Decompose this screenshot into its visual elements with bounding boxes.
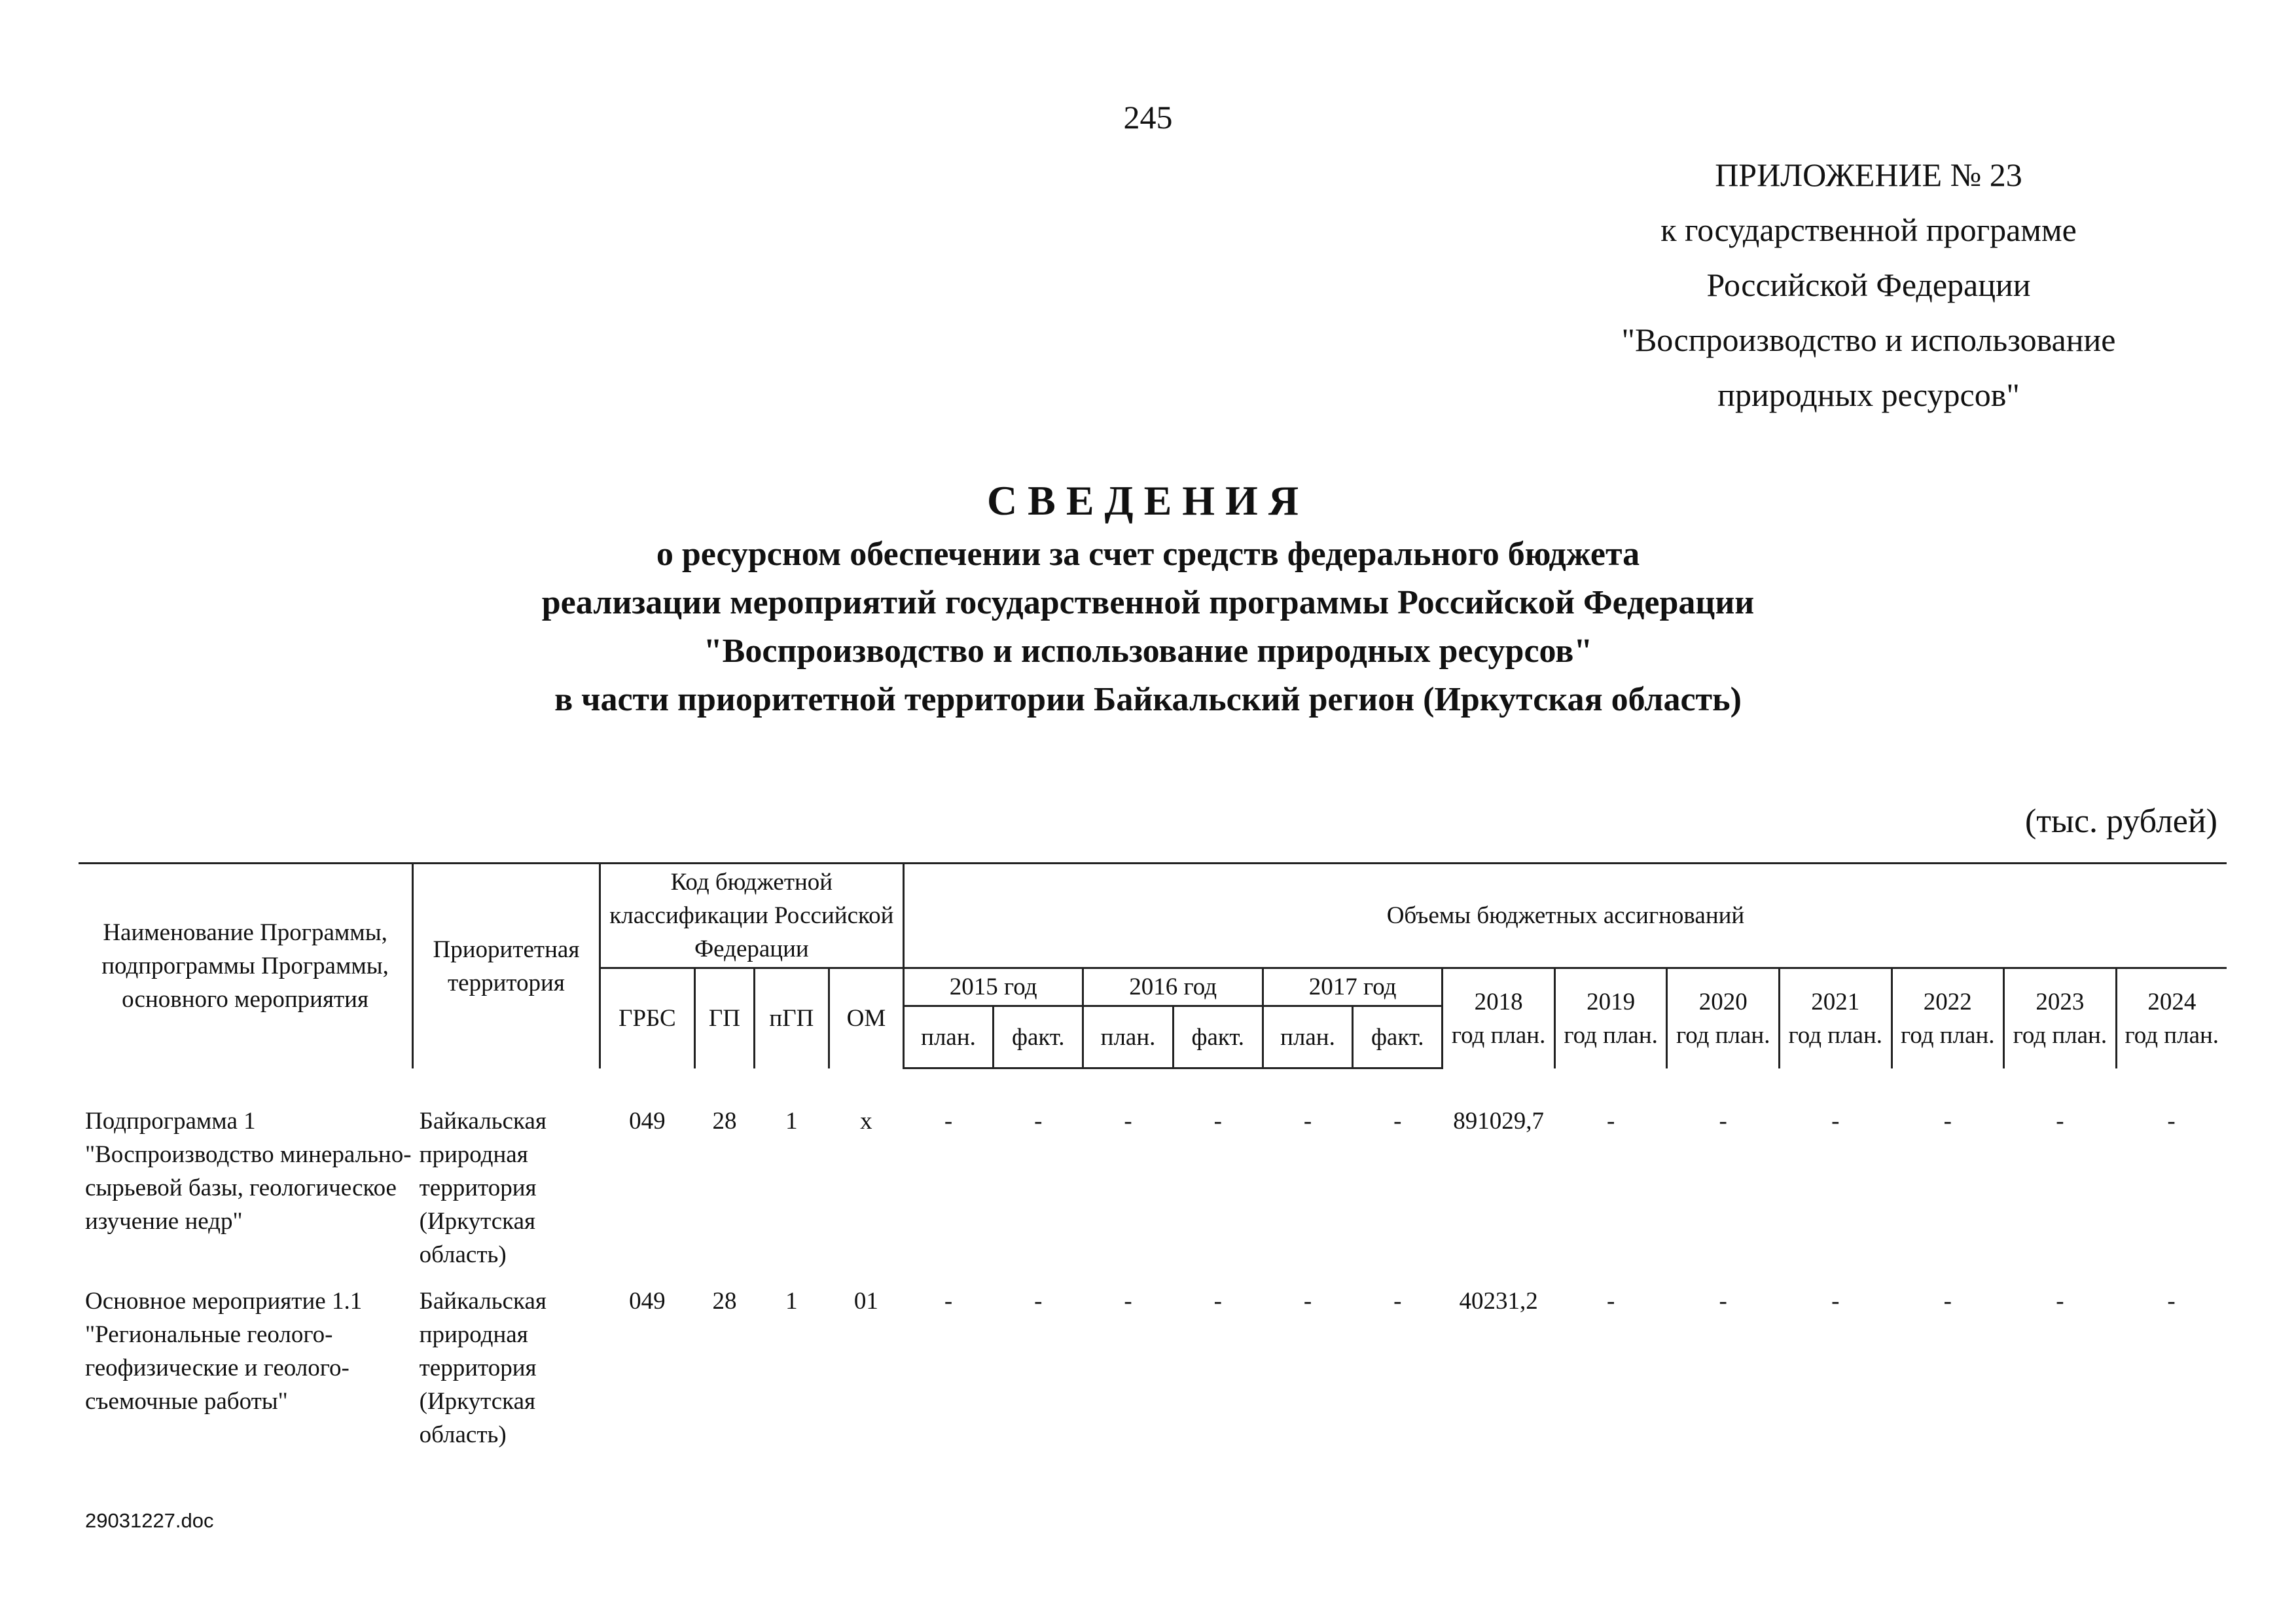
year-label: год план. — [1451, 1021, 1546, 1049]
header-territory: Приоритетная территория — [413, 864, 600, 1068]
header-year-2016: 2016 год — [1083, 968, 1263, 1006]
row-value: - — [1393, 1108, 1402, 1135]
row-om: 01 — [853, 1288, 878, 1315]
row-value: - — [1303, 1108, 1312, 1135]
year-number: 2024 — [2147, 988, 2197, 1015]
appendix-line: "Воспроизводство и использование — [1621, 321, 2116, 358]
header-plan-2016: план. — [1083, 1006, 1173, 1068]
units-label: (тыс. рублей) — [2024, 803, 2217, 840]
heading-line: в части приоритетной территории Байкальский регион (Иркутская область) — [554, 681, 1742, 718]
row-value: - — [1213, 1288, 1222, 1315]
header-year-2023 — [2004, 968, 2117, 1068]
row-value: 891029,7 — [1453, 1108, 1544, 1135]
appendix-block — [1584, 147, 2153, 422]
heading-line: о ресурсном обеспечении за счет средств федерального бюджета — [656, 536, 1640, 573]
row-value: - — [1213, 1108, 1222, 1135]
row-gp: 28 — [712, 1108, 737, 1135]
page-number: 245 — [1123, 99, 1173, 136]
year-label: год план. — [1901, 1021, 1995, 1049]
header-year-2021 — [1779, 968, 1892, 1068]
row-value: - — [1034, 1108, 1043, 1135]
header-code-om: ОМ — [829, 968, 903, 1068]
header-year-2017: 2017 год — [1263, 968, 1442, 1006]
row-value: - — [1607, 1108, 1615, 1135]
document-heading — [0, 471, 2296, 724]
year-number: 2021 — [1811, 988, 1860, 1015]
table-row — [79, 1104, 2227, 1285]
header-year-2018 — [1443, 968, 1555, 1068]
row-gp: 28 — [712, 1288, 737, 1315]
header-plan-2015: план. — [903, 1006, 993, 1068]
appendix-title: ПРИЛОЖЕНИЕ № 23 — [1715, 156, 2022, 193]
table-row — [79, 1285, 2227, 1465]
year-label: год план. — [1564, 1021, 1658, 1049]
row-value: - — [1831, 1288, 1840, 1315]
row-value: - — [1124, 1108, 1132, 1135]
appendix-line: природных ресурсов" — [1717, 376, 2020, 413]
heading-line: реализации мероприятий государственной программы Российской Федерации — [541, 584, 1755, 621]
header-year-2022 — [1892, 968, 2004, 1068]
row-value: - — [1719, 1288, 1727, 1315]
header-volumes-group: Объемы бюджетных ассигнований — [903, 864, 2227, 968]
header-fact-2015: факт. — [994, 1006, 1083, 1068]
year-label: год план. — [1676, 1021, 1770, 1049]
row-value: - — [944, 1108, 953, 1135]
row-name: Подпрограмма 1 "Воспроизводство минерально-сырьевой базы, геологическое изучение недр" — [85, 1108, 412, 1235]
budget-table — [79, 862, 2227, 1465]
row-value: - — [1943, 1108, 1952, 1135]
header-year-2024 — [2116, 968, 2227, 1068]
row-value: - — [1943, 1288, 1952, 1315]
header-fact-2017: факт. — [1353, 1006, 1443, 1068]
row-name: Основное мероприятие 1.1 "Региональные геолого-геофизические и геолого-съемочные работы" — [85, 1288, 363, 1415]
appendix-line: Российской Федерации — [1706, 266, 2031, 303]
row-value: - — [1034, 1288, 1043, 1315]
header-code-grbs: ГРБС — [600, 968, 694, 1068]
year-number: 2018 — [1474, 988, 1523, 1015]
year-label: год план. — [1788, 1021, 1883, 1049]
row-value: - — [1607, 1288, 1615, 1315]
row-value: - — [2167, 1108, 2176, 1135]
row-om: х — [860, 1108, 872, 1135]
year-number: 2019 — [1587, 988, 1636, 1015]
year-label: год план. — [2013, 1021, 2108, 1049]
heading-line: "Воспроизводство и использование природных ресурсов" — [703, 632, 1593, 670]
row-value: - — [1393, 1288, 1402, 1315]
header-name: Наименование Программы, подпрограммы Программы, основного мероприятия — [79, 864, 413, 1068]
row-value: 40231,2 — [1459, 1288, 1538, 1315]
header-code-gp: ГП — [695, 968, 755, 1068]
row-value: - — [2167, 1288, 2176, 1315]
header-fact-2016: факт. — [1173, 1006, 1263, 1068]
row-value: - — [1719, 1108, 1727, 1135]
row-value: - — [2056, 1108, 2064, 1135]
row-grbs: 049 — [629, 1288, 666, 1315]
row-territory: Байкальская природная территория (Иркутская область) — [419, 1108, 547, 1268]
header-year-2015: 2015 год — [903, 968, 1083, 1006]
row-value: - — [944, 1288, 953, 1315]
header-code-group: Код бюджетной классификации Российской Федерации — [600, 864, 903, 968]
row-value: - — [1303, 1288, 1312, 1315]
row-value: - — [1124, 1288, 1132, 1315]
year-number: 2020 — [1698, 988, 1748, 1015]
appendix-line: к государственной программе — [1660, 211, 2077, 248]
document-code: 29031227.doc — [85, 1509, 214, 1532]
row-pgp: 1 — [785, 1288, 798, 1315]
header-year-2019 — [1554, 968, 1667, 1068]
row-value: - — [1831, 1108, 1840, 1135]
document-title: СВЕДЕНИЯ — [986, 477, 1310, 524]
year-label: год план. — [2125, 1021, 2219, 1049]
row-pgp: 1 — [785, 1108, 798, 1135]
header-year-2020 — [1667, 968, 1780, 1068]
row-value: - — [2056, 1288, 2064, 1315]
year-number: 2022 — [1923, 988, 1972, 1015]
row-grbs: 049 — [629, 1108, 666, 1135]
year-number: 2023 — [2036, 988, 2085, 1015]
row-territory: Байкальская природная территория (Иркутская область) — [419, 1288, 547, 1448]
header-code-pgp: пГП — [754, 968, 829, 1068]
header-plan-2017: план. — [1263, 1006, 1352, 1068]
